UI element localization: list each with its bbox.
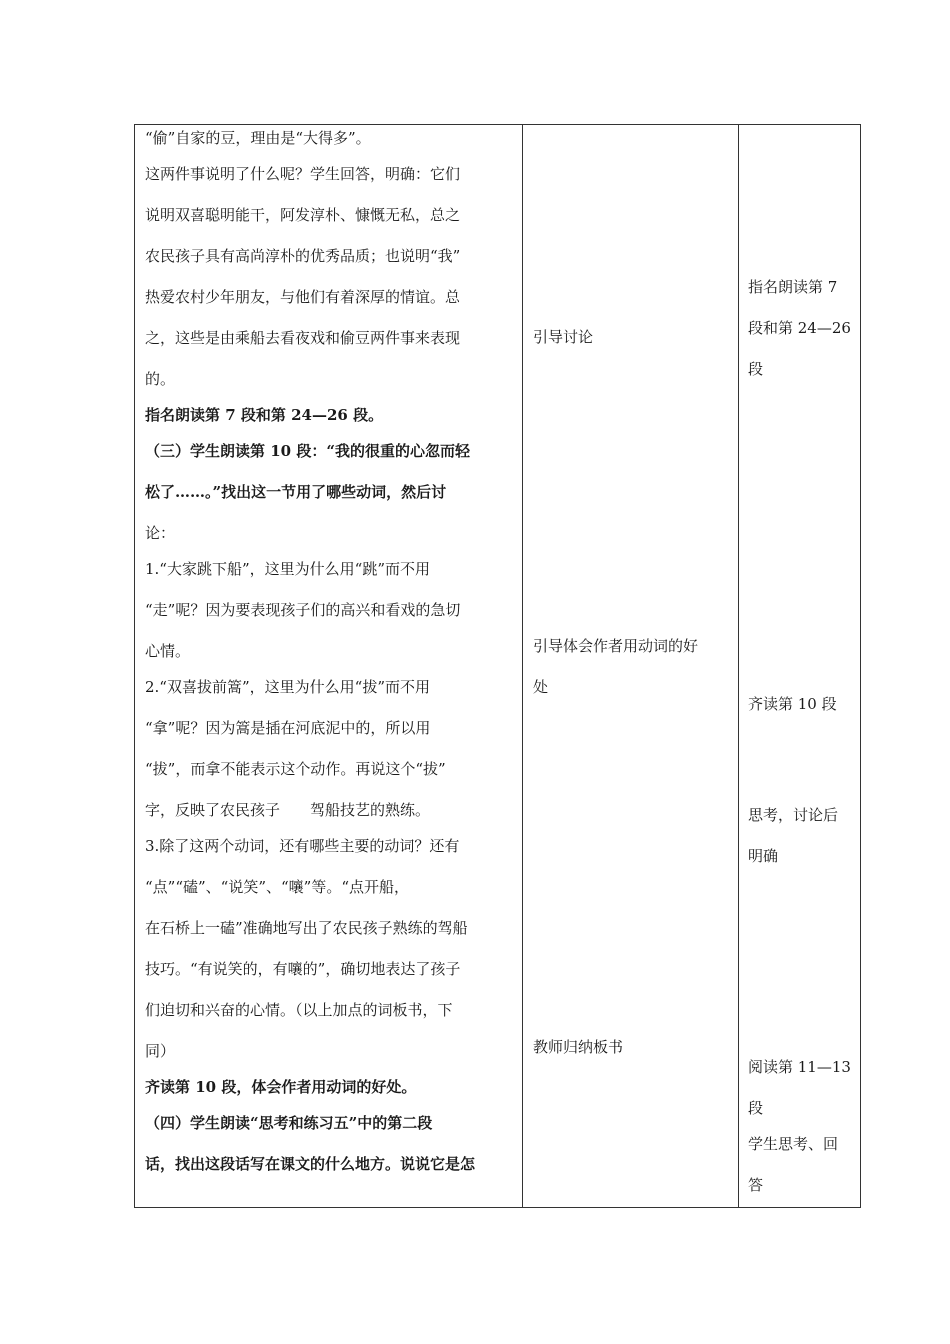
teacher-line: 引导体会作者用动词的好 — [533, 637, 699, 655]
content-line: 的。 — [145, 370, 176, 388]
student-line: 指名朗读第 7 — [748, 278, 838, 296]
content-line: “点”“磕”、“说笑”、“嚷”等。“点开船， — [145, 878, 410, 896]
content-line: 技巧。“有说笑的，有嚷的”，确切地表达了孩子 — [145, 960, 461, 978]
content-line-bold: （四）学生朗读“思考和练习五”中的第二段 — [145, 1114, 433, 1132]
student-line: 段 — [748, 360, 764, 378]
content-line: 3.除了这两个动词，还有哪些主要的动词？还有 — [145, 837, 460, 855]
content-line: “拔”，而拿不能表示这个动作。再说这个“拔” — [145, 760, 446, 778]
student-line: 齐读第 10 段 — [748, 695, 837, 713]
content-line-bold: 松了……。”找出这一节用了哪些动词，然后讨 — [145, 483, 447, 501]
content-line: “偷”自家的豆，理由是“大得多”。 — [145, 129, 371, 147]
student-line: 思考，讨论后 — [748, 806, 839, 824]
student-line: 阅读第 11—13 — [748, 1058, 851, 1076]
teacher-line: 教师归纳板书 — [533, 1038, 624, 1056]
content-line: 2.“双喜拔前篙”，这里为什么用“拔”而不用 — [145, 678, 430, 696]
teacher-line: 引导讨论 — [533, 328, 594, 346]
content-line: 心情。 — [145, 642, 191, 660]
content-line: 在石桥上一磕”准确地写出了农民孩子熟练的驾船 — [145, 919, 468, 937]
student-line: 段和第 24—26 — [748, 319, 851, 337]
content-line: 这两件事说明了什么呢？学生回答，明确：它们 — [145, 165, 461, 183]
student-line: 段 — [748, 1099, 764, 1117]
column-divider — [522, 125, 523, 1207]
content-line: 1.“大家跳下船”，这里为什么用“跳”而不用 — [145, 560, 430, 578]
student-line: 明确 — [748, 847, 779, 865]
student-line: 学生思考、回 — [748, 1135, 839, 1153]
content-line-bold: 齐读第 10 段，体会作者用动词的好处。 — [145, 1078, 417, 1096]
content-line: 论： — [145, 524, 176, 542]
content-line: 说明双喜聪明能干，阿发淳朴、慷慨无私，总之 — [145, 206, 461, 224]
content-line: 字，反映了农民孩子 驾船技艺的熟练。 — [145, 801, 431, 819]
content-line: 热爱农村少年朋友，与他们有着深厚的情谊。总 — [145, 288, 461, 306]
content-line-bold: 话，找出这段话写在课文的什么地方。说说它是怎 — [145, 1155, 476, 1173]
content-line: 同） — [145, 1042, 176, 1060]
content-line: 之，这些是由乘船去看夜戏和偷豆两件事来表现 — [145, 329, 461, 347]
content-line: “走”呢？因为要表现孩子们的高兴和看戏的急切 — [145, 601, 461, 619]
content-line-bold: （三）学生朗读第 10 段：“我的很重的心忽而轻 — [145, 442, 470, 460]
content-line: 农民孩子具有高尚淳朴的优秀品质；也说明“我” — [145, 247, 461, 265]
content-line: “拿”呢？因为篙是插在河底泥中的，所以用 — [145, 719, 431, 737]
content-line: 们迫切和兴奋的心情。（以上加点的词板书，下 — [145, 1001, 453, 1019]
content-line-bold: 指名朗读第 7 段和第 24—26 段。 — [145, 406, 384, 424]
teacher-line: 处 — [533, 678, 549, 696]
column-divider — [738, 125, 739, 1207]
student-line: 答 — [748, 1176, 764, 1194]
